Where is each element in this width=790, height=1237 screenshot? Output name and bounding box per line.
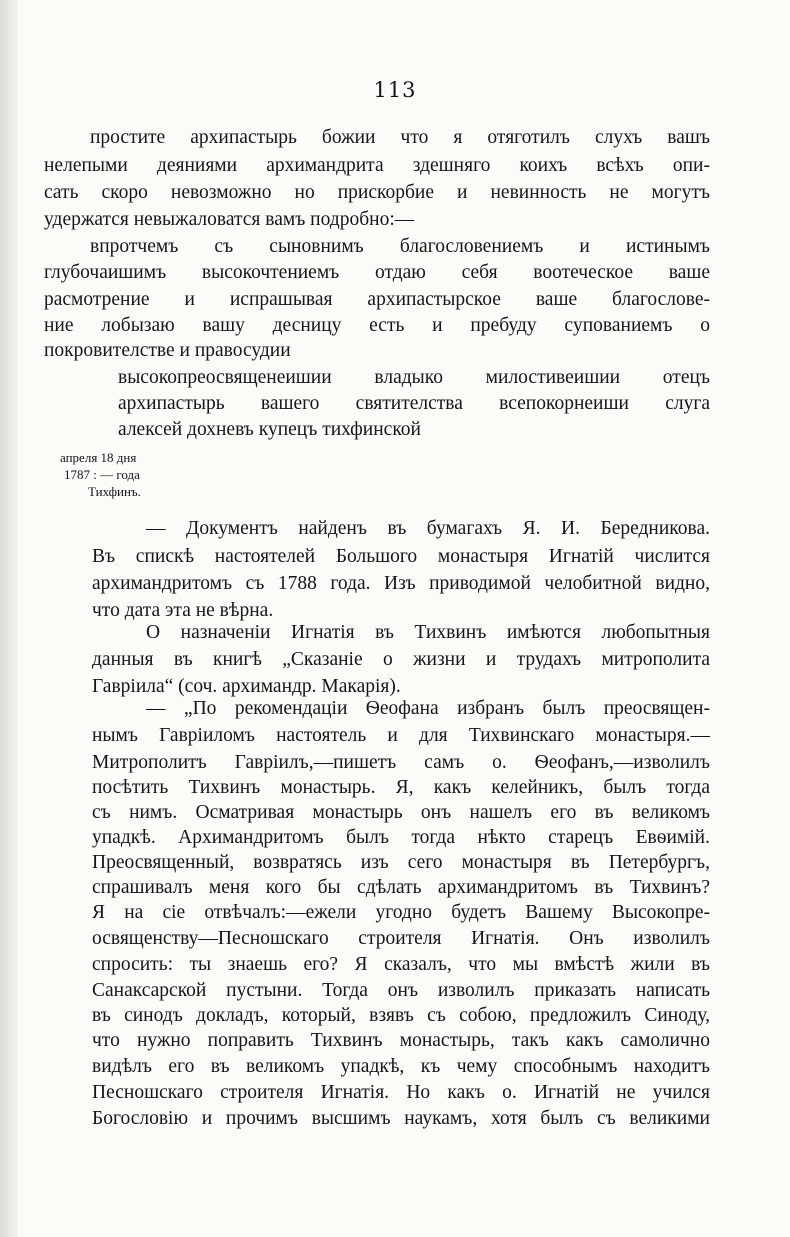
letter-line: нелепыми деяниями архимандрита здешняго коихъ всѣхъ опи- — [44, 155, 710, 176]
commentary-line: О назначеніи Игнатія въ Тихвинъ имѣются любопытныя — [146, 622, 710, 643]
commentary-line: въ синодъ докладъ, который, взявъ съ собою, предложилъ Синоду, — [92, 1005, 710, 1026]
commentary-line: упадкѣ. Архимандритомъ былъ тогда нѣкто старецъ Евѳимій. — [92, 827, 710, 848]
commentary-line: посѣтить Тихвинъ монастырь. Я, какъ келейникъ, былъ тогда — [92, 777, 710, 798]
commentary-line: спросить: ты знаешь его? Я сказалъ, что мы вмѣстѣ жили въ — [92, 954, 710, 975]
letter-line: простите архипастырь божии что я отяготилъ слухъ вашъ — [90, 127, 710, 148]
commentary-line: Санаксарской пустыни. Тогда онъ изволилъ приказать написать — [92, 980, 710, 1001]
commentary-line: Митрополитъ Гавріилъ,—пишетъ самъ о. Ѳеофанъ,—изволилъ — [92, 752, 710, 773]
signature-line: архипастырь вашего святителства всепокорнеиши слуга — [118, 393, 710, 414]
commentary-line: съ нимъ. Осматривая монастырь онъ нашелъ его въ великомъ — [92, 802, 710, 823]
commentary-line: что дата эта не вѣрна. — [92, 600, 274, 621]
signature-line: алексей дохневъ купецъ тихфинской — [118, 419, 421, 440]
commentary-line: Преосвященный, возвратясь изъ сего монастыря въ Петербургъ, — [92, 852, 710, 873]
dateline: апреля 18 дня — [60, 450, 137, 465]
commentary-line: — Документъ найденъ въ бумагахъ Я. И. Бередникова. — [146, 518, 710, 539]
commentary-line: Въ спискѣ настоятелей Большого монастыря Игнатій числится — [92, 546, 710, 567]
commentary-line: Богословію и прочимъ высшимъ наукамъ, хотя былъ съ великими — [92, 1108, 710, 1129]
page-number: 113 — [373, 78, 417, 102]
letter-line: впротчемъ съ сыновнимъ благословениемъ и истинымъ — [90, 236, 710, 257]
dateline: 1787 : — года — [64, 467, 140, 482]
commentary-line: Песношскаго строителя Игнатія. Но какъ о. Игнатій не учился — [92, 1082, 710, 1103]
commentary-line: что нужно поправить Тихвинъ монастырь, такъ какъ самолично — [92, 1030, 710, 1051]
signature-line: высокопреосвященеишии владыко милостивеишии отецъ — [118, 367, 710, 388]
commentary-line: Гавріила“ (соч. архимандр. Макарія). — [92, 676, 401, 697]
letter-line: покровителстве и правосудии — [44, 340, 291, 361]
commentary-line: освященству—Песношскаго строителя Игнатія. Онъ изволилъ — [92, 928, 710, 949]
dateline: Тихфинъ. — [88, 484, 141, 499]
commentary-line: — „По рекомендаціи Ѳеофана избранъ былъ преосвящен- — [146, 698, 710, 719]
commentary-line: данныя въ книгѣ „Сказаніе о жизни и трудахъ митрополита — [92, 649, 710, 670]
commentary-line: видѣлъ его въ великомъ упадкѣ, къ чему способнымъ находитъ — [92, 1056, 710, 1077]
letter-line: расмотрение и испрашывая архипастырское ваше благослове- — [44, 289, 710, 310]
commentary-line: Я на сіе отвѣчалъ:—ежели угодно будетъ Вашему Высокопре- — [92, 902, 710, 923]
commentary-line: спрашивалъ меня кого бы сдѣлать архимандритомъ въ Тихвинъ? — [92, 877, 710, 898]
letter-line: удержатся невыжаловатся вамъ подробно:— — [44, 209, 415, 230]
letter-line: глубочаишимъ высокочтениемъ отдаю себя воотеческое ваше — [44, 262, 710, 283]
commentary-line: архимандритомъ съ 1788 года. Изъ приводимой челобитной видно, — [92, 573, 710, 594]
letter-line: сать скоро невозможно но прискорбие и невинность не могутъ — [44, 182, 710, 203]
commentary-line: нымъ Гавріиломъ настоятель и для Тихвинскаго монастыря.— — [92, 725, 710, 746]
letter-line: ние лобызаю вашу десницу есть и пребуду сyпованиемъ о — [44, 315, 710, 336]
page-gutter — [0, 0, 18, 1237]
